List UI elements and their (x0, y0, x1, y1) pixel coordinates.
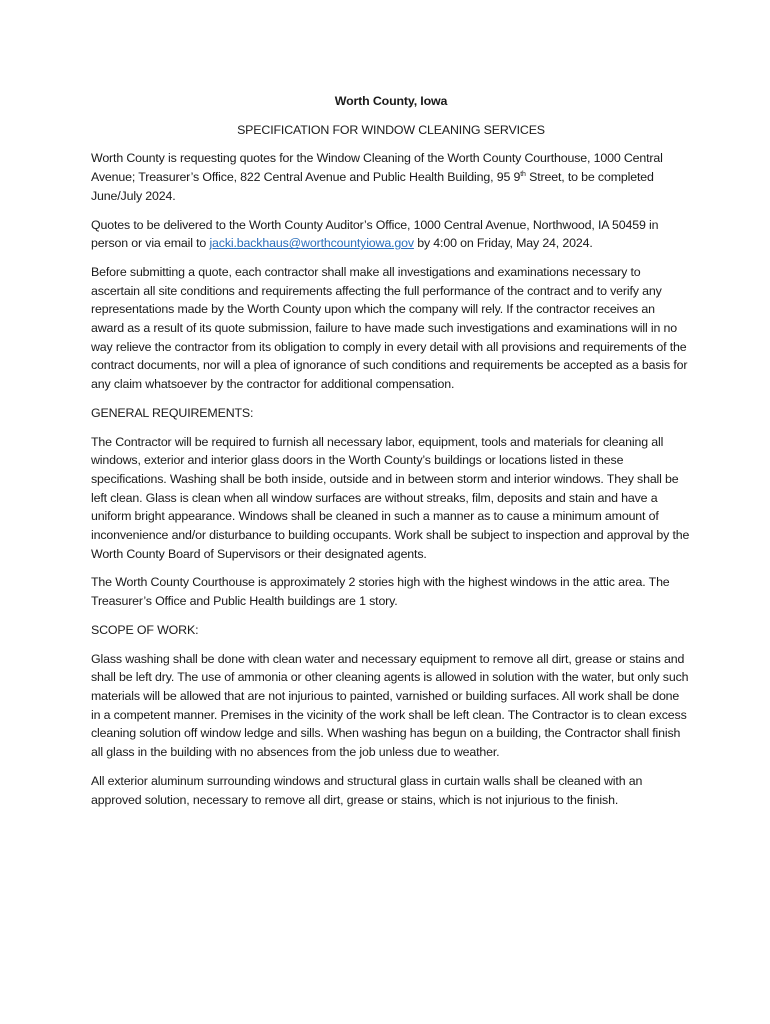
intro-text: Worth County is requesting quotes for the Window Cleaning of the Worth County Courthouse, 1000 Central Avenue; Treasurer’s Office, 822 Central Avenue and Public Health Building, 95 9 (91, 151, 663, 185)
intro-paragraph (91, 149, 691, 205)
scope-of-work-heading: SCOPE OF WORK: (91, 622, 199, 637)
glass-washing-paragraph: Glass washing shall be done with clean water and necessary equipment to remove all dirt, grease or stains and shall be left dry. The use of ammonia or other cleaning agents is allowed in solution with the water, but only such materials will be allowed that are not injurious to painted, varnished or building surfaces. All work shall be done in a competent manner. Premises in the vicinity of the work shall be left clean. The Contractor is to clean excess cleaning solution off window ledge and sills. When washing has begun on a building, the Contractor shall finish all glass in the building with no absences from the job unless due to weather. (91, 651, 689, 760)
delivery-paragraph (91, 216, 691, 253)
document-subtitle: SPECIFICATION FOR WINDOW CLEANING SERVICES (237, 122, 545, 137)
document-title: Worth County, Iowa (334, 94, 448, 108)
intro-text-end: Street, to be completed June/July 2024. (91, 170, 654, 203)
ordinal-suffix: th (520, 170, 526, 178)
general-requirements-paragraph: The Contractor will be required to furnish all necessary labor, equipment, tools and materials for cleaning all windows, exterior and interior glass doors in the Worth County’s buildings or locations listed in these specifications. Washing shall be both inside, outside and in between storm and interior windows. They shall be left clean. Glass is clean when all window surfaces are without streaks, film, deposits and stain and have a uniform bright appearance. Windows shall be cleaned in such a manner as to cause a minimum amount of inconvenience and/or disturbance to building occupants. Work shall be subject to inspection and approval by the Worth County Board of Supervisors or their designated agents. (91, 434, 690, 561)
building-height-paragraph: The Worth County Courthouse is approximately 2 stories high with the highest windows in the attic area. The Treasurer’s Office and Public Health buildings are 1 story. (91, 575, 670, 609)
delivery-text: Quotes to be delivered to the Worth County Auditor’s Office, 1000 Central Avenue, Northwood, IA 50459 in person or via email to (91, 217, 659, 251)
delivery-text-end: by 4:00 on Friday, May 24, 2024. (413, 236, 593, 251)
investigation-paragraph: Before submitting a quote, each contractor shall make all investigations and examinations necessary to ascertain all site conditions and requirements affecting the full performance of the contract and to verify any representations made by the Worth County upon which the company will rely. If the contractor receives an award as a result of its quote submission, failure to have made such investigations and examinations will in no way relieve the contractor from its obligation to comply in every detail with all provisions and requirements of the contract documents, nor will a plea of ignorance of such conditions and requirements be accepted as a basis for any claim whatsoever by the contractor for additional compensation. (91, 264, 688, 392)
general-requirements-heading: GENERAL REQUIREMENTS: (91, 405, 254, 420)
email-link[interactable]: jacki.backhaus@worthcountyiowa.gov (209, 236, 414, 251)
aluminum-cleaning-paragraph: All exterior aluminum surrounding windows and structural glass in curtain walls shall be cleaned with an approved solution, necessary to remove all dirt, grease or stains, which is not injurious to the finish. (91, 773, 643, 807)
document-page (91, 92, 691, 819)
